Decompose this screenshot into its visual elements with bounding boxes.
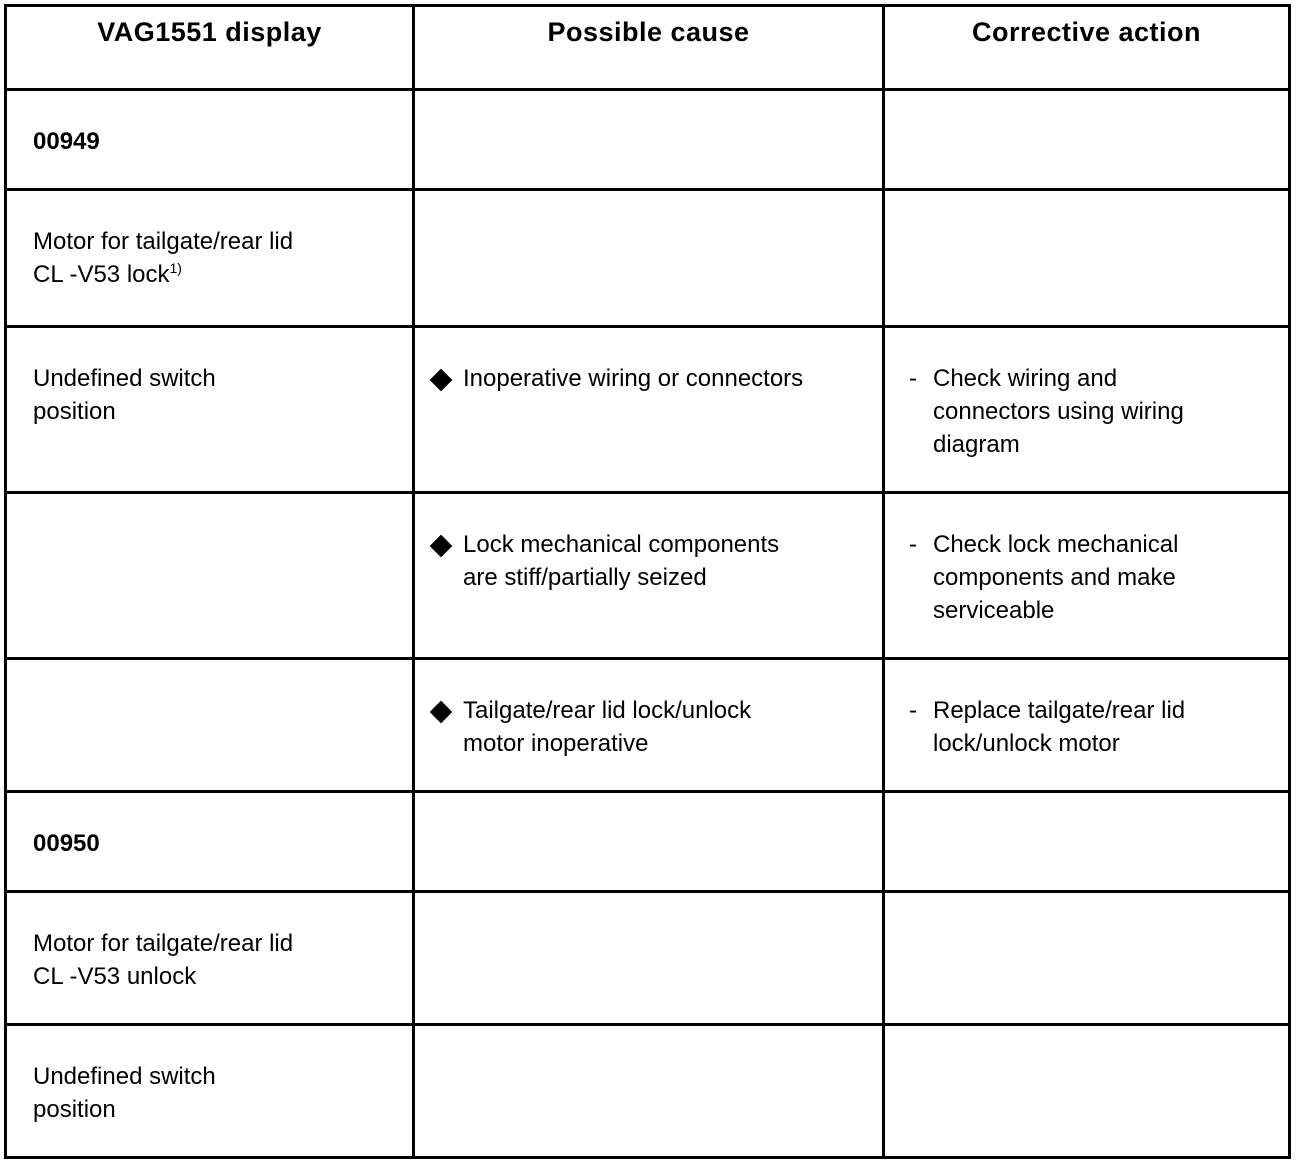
footnote-marker: 1) bbox=[169, 260, 182, 276]
display-line: CL -V53 lock bbox=[33, 261, 170, 288]
table-row bbox=[6, 892, 1290, 1025]
table-row bbox=[6, 493, 1290, 659]
display-line: Undefined switch bbox=[33, 365, 216, 392]
cause-line: Lock mechanical components bbox=[463, 531, 780, 558]
display-line: position bbox=[33, 398, 116, 425]
dash-marker: - bbox=[909, 697, 917, 724]
table-row bbox=[6, 792, 1290, 892]
display-line-with-footnote bbox=[33, 258, 412, 291]
diamond-bullet-icon bbox=[430, 701, 453, 724]
cause-line: Inoperative wiring or connectors bbox=[463, 365, 804, 392]
action-line: Check lock mechanical bbox=[933, 531, 1179, 558]
dash-marker: - bbox=[909, 365, 917, 392]
action-cell bbox=[884, 892, 1290, 1025]
display-cell bbox=[6, 493, 414, 659]
header-possible-cause: Possible cause bbox=[414, 6, 884, 90]
cause-cell bbox=[414, 90, 884, 190]
diagnostic-table bbox=[4, 4, 1291, 1159]
cause-cell bbox=[414, 190, 884, 327]
header-vag1551-display: VAG1551 display bbox=[6, 6, 414, 90]
table-row bbox=[6, 1025, 1290, 1158]
display-cell bbox=[6, 327, 414, 493]
action-cell bbox=[884, 1025, 1290, 1158]
cause-cell bbox=[414, 493, 884, 659]
cause-line: motor inoperative bbox=[463, 730, 649, 757]
cause-line: are stiff/partially seized bbox=[463, 564, 707, 591]
display-line: position bbox=[33, 1096, 116, 1123]
display-line: Motor for tailgate/rear lid bbox=[33, 228, 294, 255]
display-line: Motor for tailgate/rear lid bbox=[33, 930, 294, 957]
cause-cell bbox=[414, 327, 884, 493]
fault-code: 00950 bbox=[6, 792, 414, 892]
cause-cell bbox=[414, 1025, 884, 1158]
cause-cell bbox=[414, 659, 884, 792]
dash-marker: - bbox=[909, 531, 917, 558]
action-cell bbox=[884, 90, 1290, 190]
action-cell bbox=[884, 190, 1290, 327]
action-line: connectors using wiring bbox=[933, 398, 1184, 425]
table-row bbox=[6, 327, 1290, 493]
action-line: components and make bbox=[933, 564, 1176, 591]
fault-code: 00949 bbox=[6, 90, 414, 190]
table-row bbox=[6, 659, 1290, 792]
action-cell bbox=[884, 792, 1290, 892]
display-line: Undefined switch bbox=[33, 1063, 216, 1090]
display-cell bbox=[6, 1025, 414, 1158]
action-line: Check wiring and bbox=[933, 365, 1118, 392]
action-cell bbox=[884, 327, 1290, 493]
action-line: Replace tailgate/rear lid bbox=[933, 697, 1186, 724]
display-line: CL -V53 unlock bbox=[33, 963, 197, 990]
table-row bbox=[6, 90, 1290, 190]
table-row bbox=[6, 190, 1290, 327]
action-cell bbox=[884, 493, 1290, 659]
diamond-bullet-icon bbox=[430, 535, 453, 558]
cause-cell bbox=[414, 792, 884, 892]
header-corrective-action: Corrective action bbox=[884, 6, 1290, 90]
display-cell bbox=[6, 659, 414, 792]
display-cell bbox=[6, 892, 414, 1025]
cause-cell bbox=[414, 892, 884, 1025]
header-row bbox=[6, 6, 1290, 90]
display-cell bbox=[6, 190, 414, 327]
action-line: diagram bbox=[933, 431, 1020, 458]
action-cell bbox=[884, 659, 1290, 792]
cause-line: Tailgate/rear lid lock/unlock bbox=[463, 697, 752, 724]
action-line: serviceable bbox=[933, 597, 1055, 624]
action-line: lock/unlock motor bbox=[933, 730, 1120, 757]
diamond-bullet-icon bbox=[430, 369, 453, 392]
